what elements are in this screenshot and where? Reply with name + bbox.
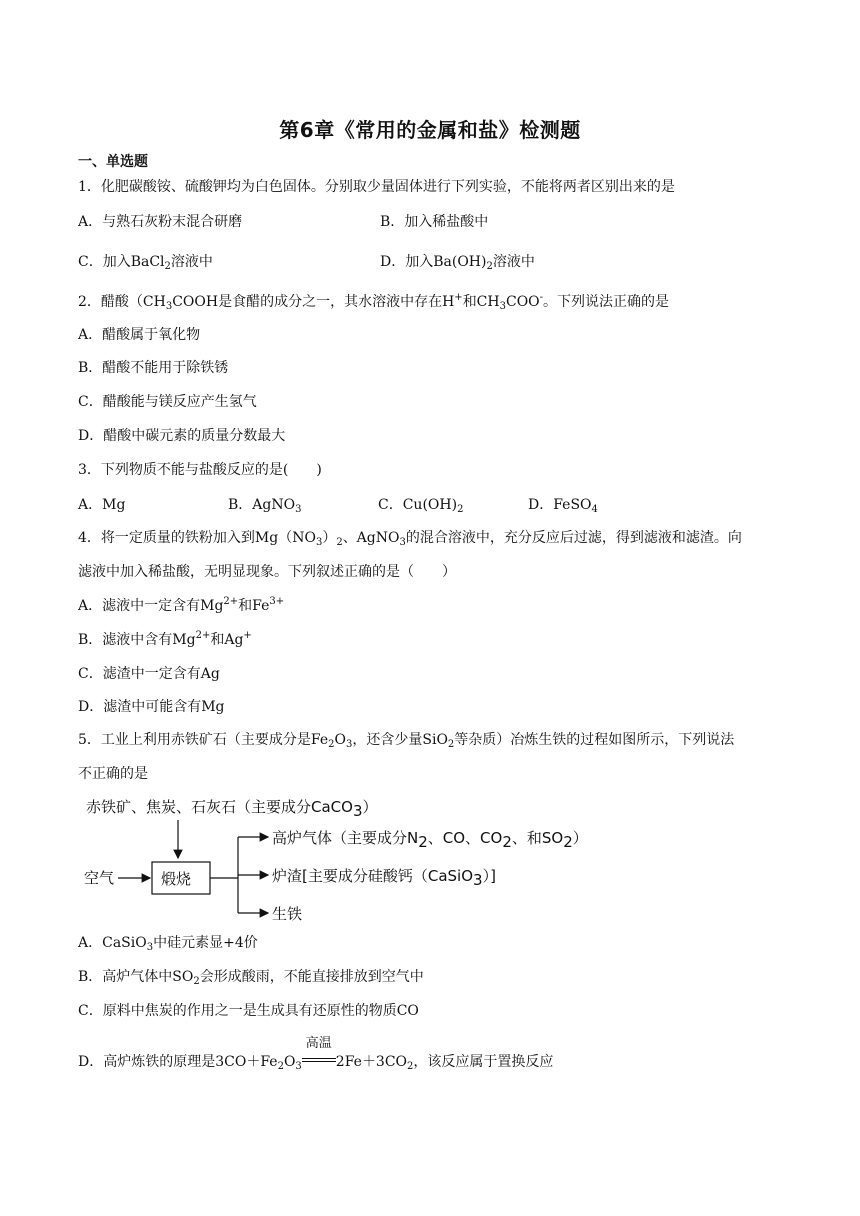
q4-option-d: D．滤渣中可能含有Mg (78, 699, 225, 715)
q1-stem: 1．化肥碳酸铵、硫酸钾均为白色固体。分别取少量固体进行下列实验，不能将两者区别出来的是 (78, 179, 675, 195)
q3-option-b: B．AgNO$_3$ (228, 497, 302, 515)
reaction-condition: 高温 (305, 1036, 332, 1051)
diagram-output-iron: 生铁 (272, 905, 303, 923)
q2-option-c: C．醋酸能与镁反应产生氢气 (78, 394, 257, 410)
q1-option-b: B．加入稀盐酸中 (380, 214, 489, 230)
q5-stem-line2: 不正确的是 (78, 766, 148, 782)
q2-option-a: A．醋酸属于氧化物 (78, 327, 201, 343)
q2-option-d: D．醋酸中碳元素的质量分数最大 (78, 428, 286, 444)
q2-stem: 2．醋酸（$CH_3COOH$是食醋的成分之一，其水溶液中存在H+和$CH_3COO^-$。下列说法正确的是 (78, 292, 670, 312)
q3-option-a: A．Mg (78, 497, 126, 513)
q5-stem-line1: 5．工业上利用赤铁矿石（主要成分是$Fe_2O_3$，还含少量SiO$_2$等杂质）冶炼生铁的过程如图所示，下列说法 (78, 732, 735, 750)
q3-stem: 3．下列物质不能与盐酸反应的是( ) (78, 462, 322, 478)
q4-option-c: C．滤渣中一定含有Ag (78, 666, 220, 682)
q1-option-d: D．加入$Ba(OH)_2$溶液中 (380, 254, 535, 272)
page-title: 第6章《常用的金属和盐》检测题 (279, 118, 581, 142)
q4-stem-line2: 滤液中加入稀盐酸，无明显现象。下列叙述正确的是（ ） (78, 564, 456, 580)
q5-option-c: C．原料中焦炭的作用之一是生成具有还原性的物质CO (78, 1003, 419, 1019)
q5-option-d: D．高炉炼铁的原理是$3CO+Fe_2O_3$ 高温 $2Fe+3CO_2$，该反应属于置换反应 (78, 1036, 554, 1072)
q1-option-a: A．与熟石灰粉末混合研磨 (78, 214, 243, 230)
q4-option-b: B．滤液中含有$Mg^{2+}$和Ag+ (78, 630, 252, 648)
diagram-air: 空气 (84, 869, 115, 887)
q3-option-c: C．$Cu(OH)_2$ (378, 497, 464, 515)
q4-option-a: A．滤液中一定含有$Mg^{2+}$和$Fe^{3+}$ (78, 596, 285, 614)
section-heading: 一、单选题 (78, 154, 148, 170)
q4-stem-line1: 4．将一定质量的铁粉加入到$Mg(NO_3)_2$、AgNO$_3$的混合溶液中，充分反应后过滤，得到滤液和滤渣。向 (78, 530, 742, 548)
diagram-output-slag: 炉渣[主要成分硅酸钙（CaSiO3）] (272, 867, 496, 889)
diagram-box-label: 煅烧 (161, 870, 192, 888)
diagram-output-gas: 高炉气体（主要成分N2、CO、CO2、和SO2） (272, 829, 588, 851)
q2-option-b: B．醋酸不能用于除铁锈 (78, 360, 229, 376)
process-flow-diagram (78, 790, 618, 930)
q5-option-b: B．高炉气体中$SO_2$会形成酸雨，不能直接排放到空气中 (78, 969, 424, 987)
q1-option-c: C．加入BaCl$_2$溶液中 (78, 254, 213, 272)
diagram-raw-materials: 赤铁矿、焦炭、石灰石（主要成分CaCO3） (86, 798, 378, 820)
q3-option-d: D．FeSO$_4$ (528, 497, 598, 515)
q5-option-a: A．CaSiO$_3$中硅元素显+4价 (78, 935, 258, 953)
reaction-condition-sign (302, 1036, 336, 1072)
